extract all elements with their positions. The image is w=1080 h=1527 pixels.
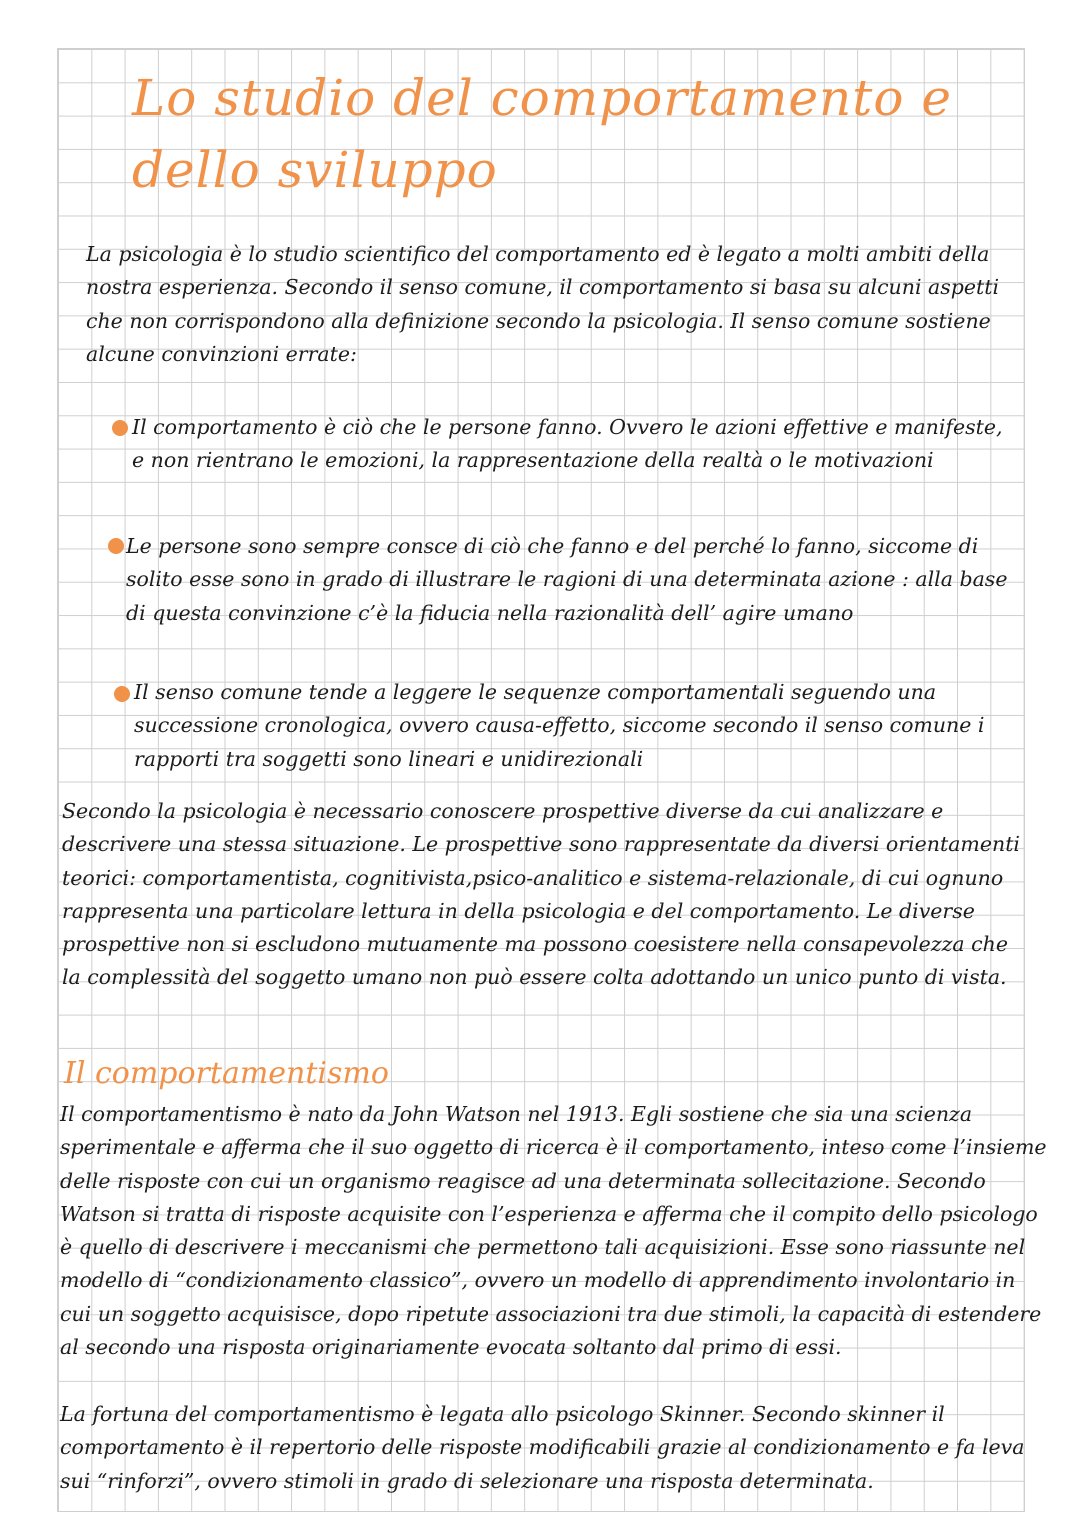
behaviorism-paragraph: Il comportamentismo è nato da John Watson nel 1913. Egli sostiene che sia una scienza sperimentale e afferma che il suo oggetto di ricerca è il comportamento, inteso come l’insieme delle risposte con cui un organismo reagisce ad una determinata sollecitazione. Secondo Watson si tratta di risposte acquisite con l’esperienza e afferma che il compito dello psicologo è quello di descrivere i meccanismi che permettono tali acquisizioni. Esse sono riassunte nel modello di “condizionamento classico”, ovvero un modello di apprendimento involontario in cui un soggetto acquisisce, dopo ripetute associazioni tra due stimoli, la capacità di estendere al secondo una risposta originariamente evocata soltanto dal primo di essi.	[60, 1102, 1047, 1360]
psychology-paragraph: Secondo la psicologia è necessario conoscere prospettive diverse da cui analizzare e descrivere una stessa situazione. Le prospettive sono rappresentate da diversi orientamenti teorici: comportamentista, cognitivista,psico-analitico e sistema-relazionale, di cui ognuno rappresenta una particolare lettura in della psicologia e del comportamento. Le diverse prospettive non si escludono mutuamente ma possono coesistere nella consapevolezza che la complessità del soggetto umano non può essere colta adottando un unico punto di vista.	[62, 799, 1020, 990]
bullet-item: Il comportamento è ciò che le persone fanno. Ovvero le azioni effettive e manifeste, e non rientrano le emozioni, la rappresentazione della realtà o le motivazioni	[132, 415, 1003, 473]
behaviorism-paragraph-skinner: La fortuna del comportamentismo è legata allo psicologo Skinner. Secondo skinner il comportamento è il repertorio delle risposte modificabili grazie al condizionamento e fa leva sui “rinforzi”, ovvero stimoli in grado di selezionare una risposta determinata.	[60, 1402, 1025, 1493]
bullet-dot-icon	[114, 686, 130, 702]
intro-paragraph: La psicologia è lo studio scientifico del comportamento ed è legato a molti ambiti della nostra esperienza. Secondo il senso comune, il comportamento si basa su alcuni aspetti che non corrispondono alla definizione secondo la psicologia. Il senso comune sostiene alcune convinzioni errate:	[86, 242, 1000, 366]
page-title: Lo studio del comportamento e dello sviluppo	[132, 69, 952, 199]
bullet-dot-icon	[108, 538, 124, 554]
bullet-item: Il senso comune tende a leggere le sequenze comportamentali seguendo una successione cronologica, ovvero causa-effetto, siccome secondo il senso comune i rapporti tra soggetti sono lineari e unidirezionali	[134, 680, 985, 771]
section-title: Il comportamentismo	[64, 1056, 389, 1091]
bullet-item: Le persone sono sempre consce di ciò che fanno e del perché lo fanno, siccome di solito esse sono in grado di illustrare le ragioni di una determinata azione : alla base di questa convinzione c’è la fiducia nella razionalità dell’ agire umano	[126, 534, 1008, 625]
bullet-dot-icon	[112, 420, 128, 436]
